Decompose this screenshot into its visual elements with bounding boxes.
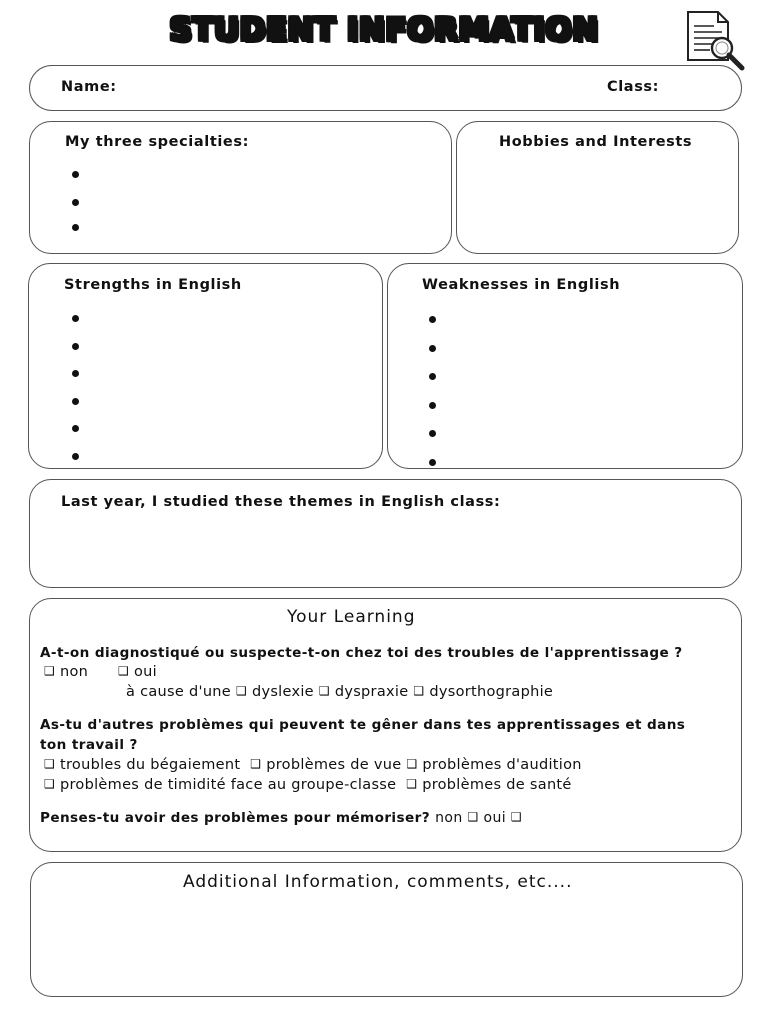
checkbox-icon[interactable]: ❑ xyxy=(318,684,330,698)
checkbox-icon[interactable]: ❑ xyxy=(250,757,262,771)
page-title: STUDENT INFORMATION xyxy=(169,12,599,48)
checkbox-icon[interactable]: ❑ xyxy=(235,684,248,698)
additional-info-title: Additional Information, comments, etc.... xyxy=(183,872,573,892)
question-memory: Penses-tu avoir des problèmes pour mémoriser? non ❑ oui ❑ xyxy=(40,810,523,826)
option-dyslexie: dyslexie xyxy=(251,684,314,700)
checkbox-icon[interactable]: ❑ xyxy=(467,810,479,824)
checkbox-icon[interactable]: ❑ xyxy=(44,777,56,791)
weaknesses-label: Weaknesses in English xyxy=(422,277,621,293)
checkbox-icon[interactable]: ❑ xyxy=(406,777,418,791)
name-label: Name: xyxy=(61,79,117,95)
cause-options: à cause d'une ❑ dyslexie ❑ dyspraxie ❑ dysorthographie xyxy=(126,684,554,700)
name-class-box xyxy=(29,65,742,111)
last-year-label: Last year, I studied these themes in English class: xyxy=(61,494,501,510)
last-year-box xyxy=(29,479,742,588)
hobbies-label: Hobbies and Interests xyxy=(499,134,693,150)
hobbies-box xyxy=(456,121,739,254)
learning-box xyxy=(29,598,742,852)
checkbox-icon[interactable]: ❑ xyxy=(44,664,56,678)
class-label: Class: xyxy=(607,79,660,95)
weaknesses-box xyxy=(387,263,743,469)
learning-title: Your Learning xyxy=(287,607,416,627)
question-other-problems-line2: ton travail ? xyxy=(40,737,138,753)
question-other-problems-line1: As-tu d'autres problèmes qui peuvent te gêner dans tes apprentissages et dans xyxy=(40,717,686,733)
option-vue: problèmes de vue xyxy=(266,757,402,773)
option-dyspraxie: dyspraxie xyxy=(334,684,409,700)
strengths-label: Strengths in English xyxy=(64,277,242,293)
option-sante: problèmes de santé xyxy=(422,777,572,793)
specialties-box xyxy=(29,121,452,254)
option-begaiement: troubles du bégaiement xyxy=(59,757,241,773)
option-audition: problèmes d'audition xyxy=(422,757,582,773)
question-learning-disorders: A-t-on diagnostiqué ou suspecte-t-on chez toi des troubles de l'apprentissage ? xyxy=(40,645,683,661)
checkbox-icon[interactable]: ❑ xyxy=(413,684,425,698)
additional-info-box xyxy=(30,862,743,997)
checkbox-icon[interactable]: ❑ xyxy=(118,664,130,678)
option-non[interactable]: ❑ non xyxy=(44,664,89,680)
option-dysorthographie: dysorthographie xyxy=(429,684,554,700)
checkbox-icon[interactable]: ❑ xyxy=(510,810,523,824)
option-timidite: problèmes de timidité face au groupe-classe xyxy=(59,777,397,793)
option-oui[interactable]: ❑ oui xyxy=(118,664,157,680)
specialties-label: My three specialties: xyxy=(65,134,249,150)
other-problems-row1 xyxy=(44,757,582,773)
checkbox-icon[interactable]: ❑ xyxy=(406,757,418,771)
strengths-box xyxy=(28,263,383,469)
checkbox-icon[interactable]: ❑ xyxy=(44,757,56,771)
other-problems-row2 xyxy=(44,777,572,793)
